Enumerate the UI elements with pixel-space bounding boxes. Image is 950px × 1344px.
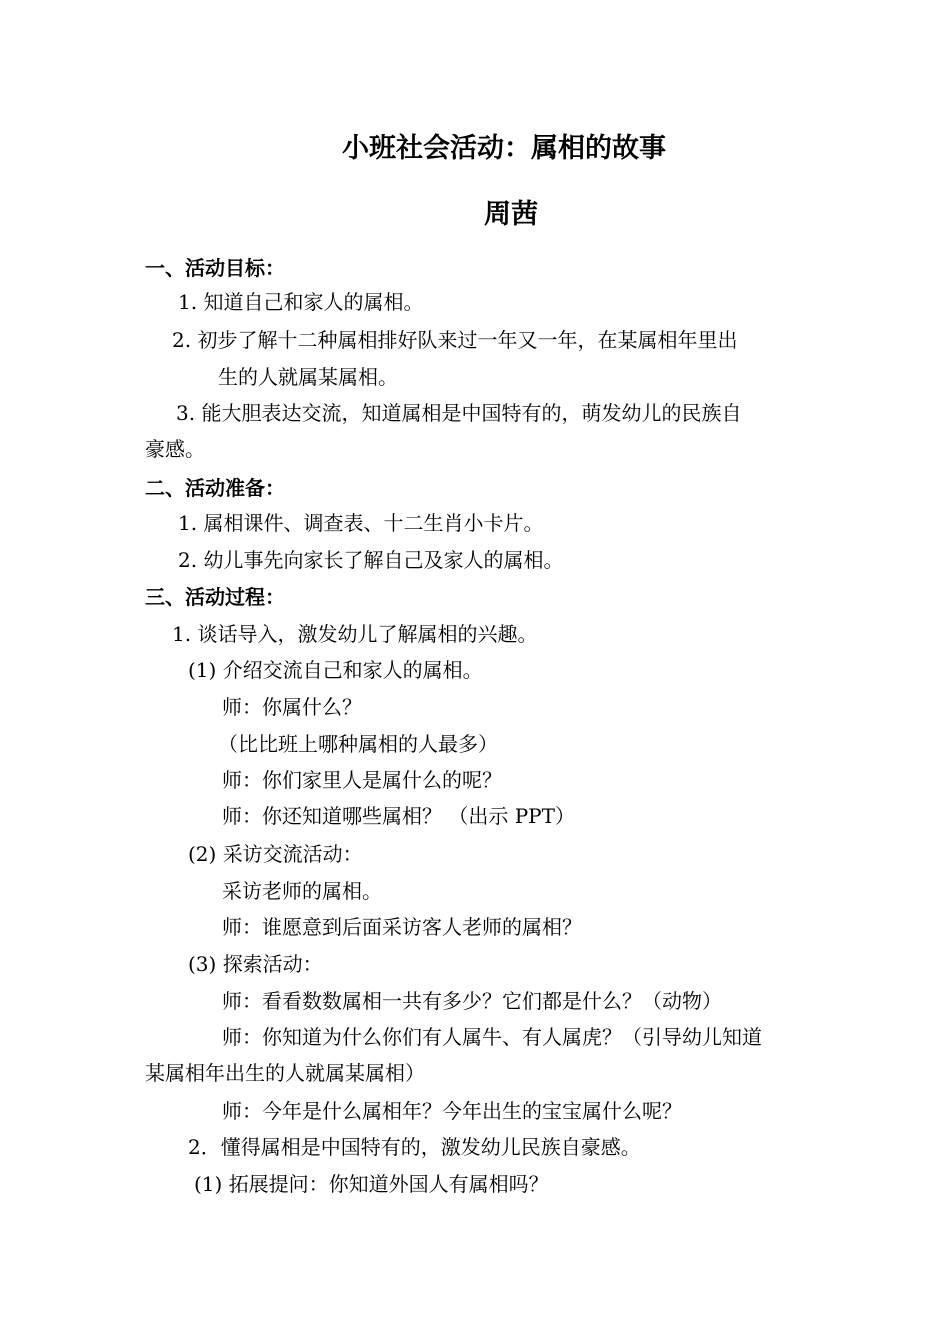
teacher-question-6: 师：你知道为什么你们有人属牛、有人属虎？（引导幼儿知道 <box>222 1025 762 1049</box>
process-sub-3: (3) 探索活动： <box>188 952 323 976</box>
teacher-question-1: 师：你属什么？ <box>222 695 362 719</box>
goal-item-3: 3. 能大胆表达交流，知道属相是中国特有的，萌发幼儿的民族自 <box>176 401 742 425</box>
section-heading-process: 三、活动过程： <box>145 585 285 609</box>
teacher-note-1: （比比班上哪种属相的人最多） <box>218 732 498 756</box>
process-step-2: 2．懂得属相是中国特有的，激发幼儿民族自豪感。 <box>188 1135 641 1159</box>
process-sub-4: (1) 拓展提问：你知道外国人有属相吗？ <box>194 1172 549 1196</box>
section-heading-goals: 一、活动目标： <box>145 256 285 280</box>
goal-item-2: 2. 初步了解十二种属相排好队来过一年又一年，在某属相年里出 <box>172 328 738 352</box>
prep-item-1: 1. 属相课件、调查表、十二生肖小卡片。 <box>178 511 544 535</box>
teacher-question-6-continued: 某属相年出生的人就属某属相） <box>145 1061 425 1085</box>
goal-item-2-continued: 生的人就属某属相。 <box>218 365 398 389</box>
process-sub-2: (2) 采访交流活动： <box>188 842 363 866</box>
teacher-question-4: 师：谁愿意到后面采访客人老师的属相？ <box>222 915 582 939</box>
teacher-question-7: 师：今年是什么属相年？今年出生的宝宝属什么呢？ <box>222 1099 682 1123</box>
section-heading-preparation: 二、活动准备： <box>145 476 285 500</box>
process-sub-1: (1) 介绍交流自己和家人的属相。 <box>188 658 483 682</box>
document-author: 周茜 <box>484 199 538 230</box>
interview-line: 采访老师的属相。 <box>222 879 382 903</box>
teacher-question-3: 师：你还知道哪些属相？ （出示 PPT） <box>222 804 575 828</box>
goal-item-3-continued: 豪感。 <box>145 437 205 461</box>
document-title: 小班社会活动：属相的故事 <box>342 133 666 164</box>
goal-item-1: 1. 知道自己和家人的属相。 <box>178 290 424 314</box>
teacher-question-2: 师：你们家里人是属什么的呢？ <box>222 768 502 792</box>
prep-item-2: 2. 幼儿事先向家长了解自己及家人的属相。 <box>178 548 564 572</box>
process-step-1: 1. 谈话导入，激发幼儿了解属相的兴趣。 <box>172 622 538 646</box>
teacher-question-5: 师：看看数数属相一共有多少？它们都是什么？（动物） <box>222 989 722 1013</box>
